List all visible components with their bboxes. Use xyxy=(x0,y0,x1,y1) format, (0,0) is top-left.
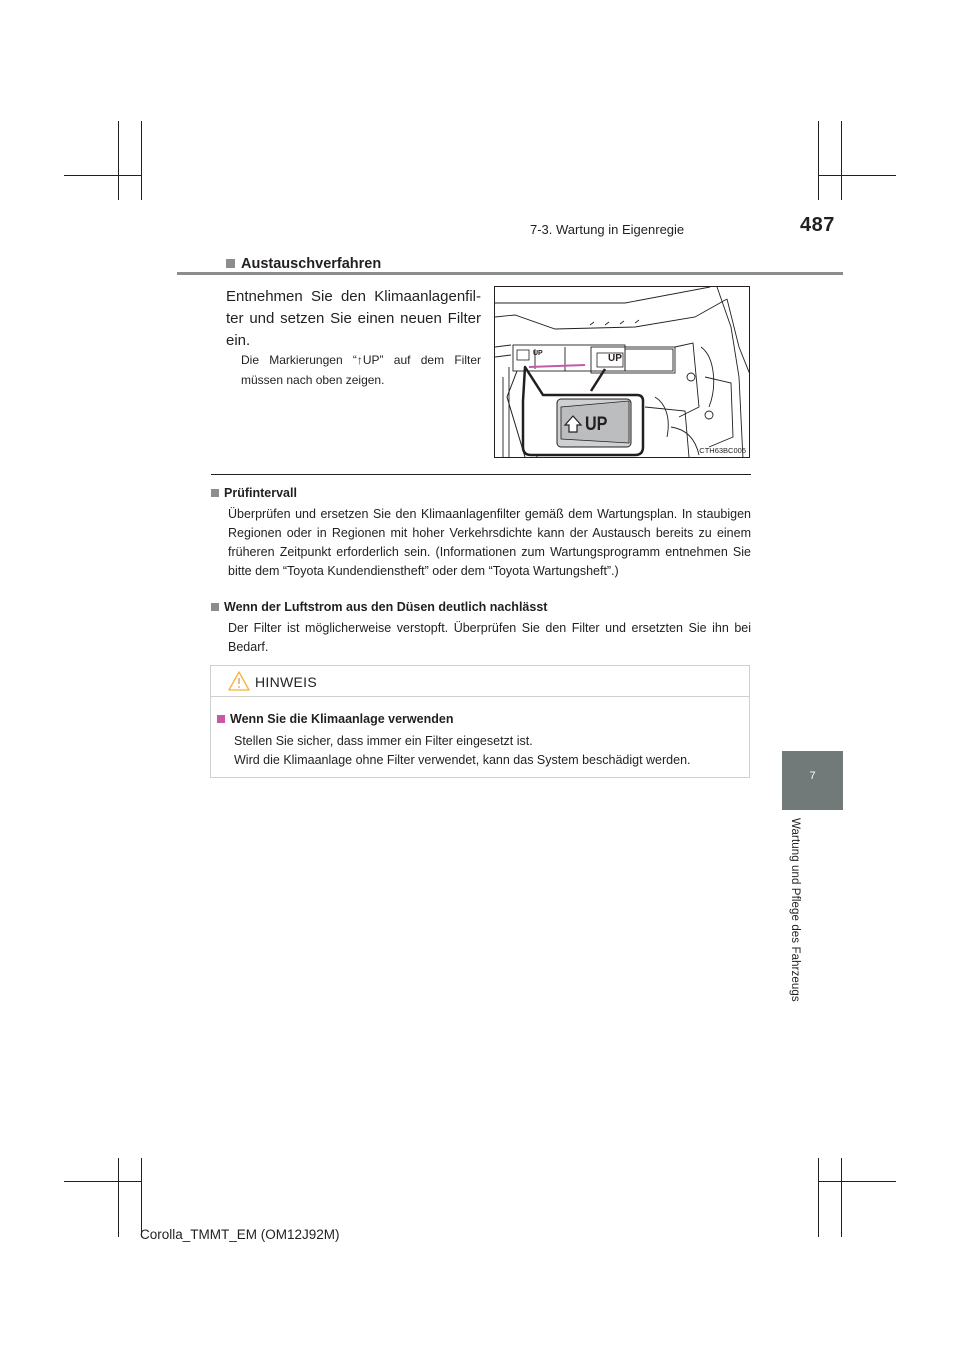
square-bullet-icon xyxy=(226,259,235,268)
page-number: 487 xyxy=(800,214,835,236)
info-body: Überprüfen und ersetzen Sie den Klimaanlagenfilter gemäß dem Wartungsplan. In staubigen Regionen oder in Regionen mit hoher Verkehrsdichte kann der Austausch bereits zu einem früheren Zeitpunkt erforderlich sein. (Informationen zum Wartungsprogramm entnehmen Sie bitte dem “Toyota Kundendienstheft” oder dem “Toyota Wartungsheft”.) xyxy=(228,507,751,578)
square-bullet-icon xyxy=(217,715,225,723)
notice-line-2: Wird die Klimaanlage ohne Filter verwendet, kann das System beschädigt werden. xyxy=(234,753,691,767)
notice-heading xyxy=(217,710,743,729)
crop-mark xyxy=(64,1181,142,1182)
notice-box xyxy=(210,665,750,778)
notice-content xyxy=(217,710,743,770)
notice-heading-text: Wenn Sie die Klimaanlage verwenden xyxy=(230,712,454,726)
info-airflow xyxy=(211,598,751,657)
chapter-tab xyxy=(782,751,843,810)
crop-mark xyxy=(64,175,142,176)
procedure-heading-text: Austauschverfahren xyxy=(241,256,382,272)
crop-mark xyxy=(118,121,119,200)
crop-mark xyxy=(818,1158,819,1237)
square-bullet-icon xyxy=(211,603,219,611)
figure-code: CTH63BC005 xyxy=(699,446,746,455)
warning-triangle-icon xyxy=(228,671,250,691)
chapter-number: 7 xyxy=(809,770,816,782)
crop-mark xyxy=(141,1158,142,1237)
chapter-label: Wartung und Pflege des Fahrzeugs xyxy=(789,818,801,1002)
crop-mark xyxy=(141,121,142,200)
header-rule xyxy=(177,272,843,275)
filter-illustration xyxy=(494,286,750,458)
info-heading-text: Prüfintervall xyxy=(224,486,297,500)
square-bullet-icon xyxy=(211,489,219,497)
procedure-instruction: Entnehmen Sie den Klimaanlagenfilter und setzen Sie einen neuen Filter ein. xyxy=(226,288,481,349)
info-heading xyxy=(211,598,751,617)
crop-mark xyxy=(818,1181,896,1182)
info-body: Der Filter ist möglicherweise verstopft. Überprüfen Sie den Filter und ersetzten Sie ihn bei Bedarf. xyxy=(228,621,751,654)
filter-label-small-right: UP xyxy=(608,353,622,364)
footer-text: Corolla_TMMT_EM (OM12J92M) xyxy=(140,1227,340,1242)
crop-mark xyxy=(818,121,819,200)
crop-mark xyxy=(118,1158,119,1237)
separator-rule xyxy=(211,474,751,475)
info-interval xyxy=(211,484,751,581)
filter-label-small-left: UP xyxy=(533,350,543,357)
notice-line-1: Stellen Sie sicher, dass immer ein Filter eingesetzt ist. xyxy=(234,734,533,748)
filter-label-large: UP xyxy=(585,414,608,435)
section-title: 7-3. Wartung in Eigenregie xyxy=(530,222,685,237)
glovebox-filter-drawing xyxy=(495,287,750,458)
procedure-heading xyxy=(226,256,381,272)
info-heading xyxy=(211,484,751,503)
crop-mark xyxy=(841,1158,842,1237)
notice-header xyxy=(211,666,749,697)
crop-mark xyxy=(818,175,896,176)
info-heading-text: Wenn der Luftstrom aus den Düsen deutlich nachlässt xyxy=(224,600,548,614)
crop-mark xyxy=(841,121,842,200)
notice-title: HINWEIS xyxy=(255,674,317,690)
procedure-note: Die Markierungen “↑UP” auf dem Filter müssen nach oben zeigen. xyxy=(241,353,481,387)
